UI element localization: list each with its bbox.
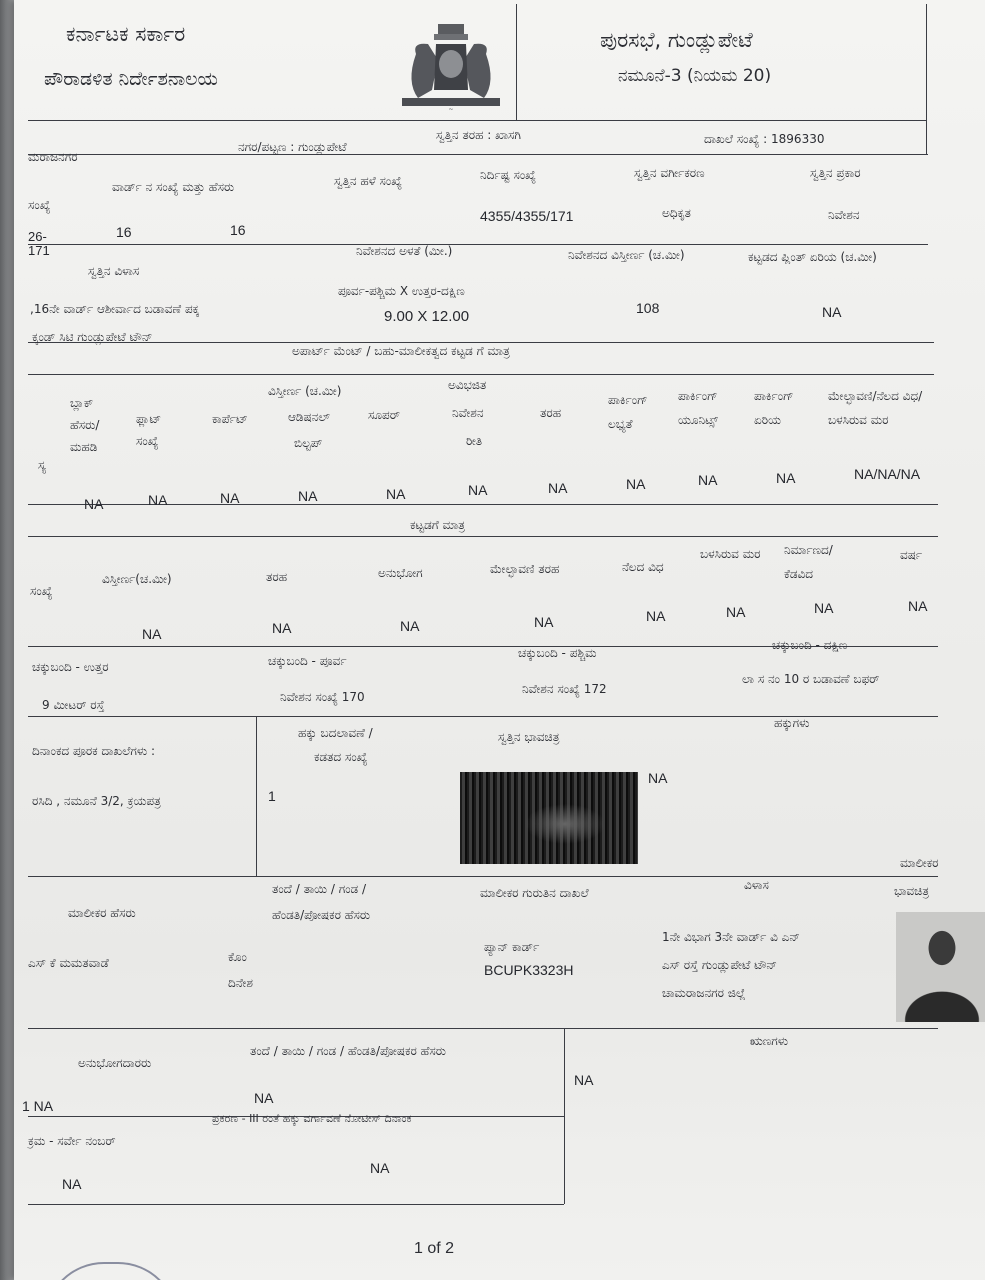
apt-area-header: ವಿಸ್ತೀರ್ಣ (ಚ.ಮೀ) <box>268 384 342 398</box>
boundary-north-value: 9 ಮೀಟರ್ ರಸ್ತೆ <box>42 698 105 712</box>
owner-photo-header-1: ಮಾಲೀಕರ <box>900 856 939 870</box>
rule-line <box>28 154 928 155</box>
site-dimensions-header: ನಿವೇಶನದ ಅಳತೆ (ಮೀ.) <box>356 244 453 258</box>
apt-value-3: NA <box>220 490 240 506</box>
owner-address-header: ವಿಳಾಸ <box>744 878 769 892</box>
owner-photo <box>896 912 985 1022</box>
survey-number-header: ಕ್ರಮ - ಸರ್ವೇ ನಂಬರ್ <box>28 1134 116 1148</box>
bld-value-3: NA <box>400 618 420 634</box>
apt-additional-header: ಆಡಿಷನಲ್ <box>288 410 330 424</box>
supporting-docs-header: ದಿನಾಂಕದ ಪೂರಕ ದಾಖಲೆಗಳು : <box>32 744 156 758</box>
bld-value-8: NA <box>908 598 928 614</box>
apt-super-header: ಸೂಪರ್ <box>368 408 400 422</box>
owner-id-type: ಪ್ಯಾನ್ ಕಾರ್ಡ್ <box>484 940 540 954</box>
rule-line <box>28 244 928 245</box>
apt-undivided-header: ಅವಿಭಜಿತ <box>448 378 487 392</box>
apt-undivided-method-header: ರೀತಿ <box>466 434 483 448</box>
svg-text:~: ~ <box>448 106 454 112</box>
owner-id-header: ಮಾಲೀಕರ ಗುರುತಿನ ದಾಖಲೆ <box>480 886 589 900</box>
apt-value-4: NA <box>298 488 318 504</box>
owner-relation-value-1: ಕೊಂ <box>228 950 247 964</box>
bld-value-6: NA <box>726 604 746 620</box>
apt-value-1: NA <box>84 496 104 512</box>
property-photo <box>460 772 638 864</box>
ward-header: ವಾರ್ಡ್ ನ ಸಂಖ್ಯೆ ಮತ್ತು ಹೆಸರು <box>112 180 235 194</box>
transfer-header-line1: ಹಕ್ಕು ಬದಲಾವಣೆ / <box>298 726 373 740</box>
transfer-header-line2: ಕಡತದ ಸಂಖ್ಯೆ <box>314 750 368 764</box>
apt-parking-area-header: ಪಾರ್ಕಿಂಗ್ ಏರಿಯ <box>754 389 794 427</box>
owner-id-number: BCUPK3323H <box>484 962 574 978</box>
address-line-1: ,16ನೇ ವಾರ್ಡ್ ಆಶೀರ್ವಾದ ಬಡಾವಣೆ ಪಕ್ಕ <box>30 302 200 316</box>
survey-number-value: NA <box>62 1176 82 1192</box>
form-number: ನಮೂನೆ-3 (ನಿಯಮ 20) <box>618 66 772 86</box>
owner-photo-header-2: ಭಾವಚಿತ್ರ <box>894 884 930 898</box>
govt-title: ಕರ್ನಾಟಕ ಸರ್ಕಾರ <box>66 22 186 46</box>
apt-value-5: NA <box>386 486 406 502</box>
apt-value-6: NA <box>468 482 488 498</box>
apt-roof-floor-header: ಮೇಲ್ಛಾವಣಿ/ನೆಲದ ವಿಧ/ಬಳಸಿರುವ ಮರ <box>828 389 923 427</box>
rights-header: ಹಕ್ಕುಗಳು <box>774 716 810 730</box>
bld-area-header: ವಿಸ್ತೀರ್ಣ(ಚ.ಮೀ) <box>102 572 172 586</box>
kind-header: ಸ್ವತ್ತಿನ ಪ್ರಕಾರ <box>810 166 861 180</box>
owner-name-header: ಮಾಲೀಕರ ಹೆಸರು <box>68 906 136 920</box>
apt-value-10: NA <box>776 470 796 486</box>
number-value: 26-171 <box>28 229 50 258</box>
property-form <box>22 4 939 1192</box>
bld-value-5: NA <box>646 608 666 624</box>
owner-relation-value-2: ದಿನೇಶ <box>228 976 253 990</box>
assessment-number-value: 4355/4355/171 <box>480 208 574 224</box>
rule-line <box>516 4 517 120</box>
bld-wood-header: ಬಳಸಿರುವ ಮರ <box>700 547 761 561</box>
boundary-north-header: ಚಕ್ಕುಬಂದಿ - ಉತ್ತರ <box>32 660 109 674</box>
kind-value: ನಿವೇಶನ <box>828 208 860 222</box>
old-number-value: 16 <box>230 222 246 238</box>
owner-relation-header-2: ಹೆಂಡತಿ/ಪೋಷಕರ ಹೆಸರು <box>272 908 371 922</box>
dimension-direction: ಪೂರ್ವ-ಪಶ್ಚಿಮ X ಉತ್ತರ-ದಕ್ಷಿಣ <box>338 284 465 298</box>
apt-value-8: NA <box>626 476 646 492</box>
occupant-relation-value: NA <box>254 1090 274 1106</box>
rule-line <box>28 342 934 343</box>
bld-year-header: ವರ್ಷ <box>900 548 923 562</box>
rule-line <box>28 120 926 121</box>
building-section-title: ಕಟ್ಟಡಗೆ ಮಾತ್ರ <box>410 518 466 532</box>
bld-type-header: ತರಹ <box>266 570 288 584</box>
boundary-west-value: ನಿವೇಶನ ಸಂಖ್ಯೆ 172 <box>522 682 607 696</box>
address-header: ಸ್ವತ್ತಿನ ವಿಳಾಸ <box>88 264 140 278</box>
owner-relation-header-1: ತಂದೆ / ತಾಯಿ / ಗಂಡ / <box>272 882 367 896</box>
ward-value: 16 <box>116 224 132 240</box>
boundary-east-header: ಚಕ್ಕುಬಂದಿ - ಪೂರ್ವ <box>268 654 347 668</box>
assessment-number-header: ನಿರ್ದಿಷ್ಟ ಸಂಖ್ಯೆ <box>480 168 537 182</box>
bld-value-7: NA <box>814 600 834 616</box>
bld-value-1: NA <box>142 626 162 642</box>
apt-undivided-site-header: ನಿವೇಶನ <box>452 406 484 420</box>
rule-line <box>564 1028 565 1204</box>
classification-header: ಸ್ವತ್ತಿನ ವರ್ಗೀಕರಣ <box>634 166 705 180</box>
owner-address-line-1: 1ನೇ ವಿಭಾಗ 3ನೇ ವಾರ್ಡ್ ವಿ ಎನ್ <box>662 930 800 944</box>
apt-builtup-header: ಬಿಲ್ಟಪ್ <box>294 436 323 450</box>
property-photo-header: ಸ್ವತ್ತಿನ ಭಾವಚಿತ್ರ <box>498 730 560 744</box>
bld-value-4: NA <box>534 614 554 630</box>
document-page <box>14 0 985 1280</box>
boundary-south-value: ಲಾ ಸ ನಂ 10 ರ ಬಡಾವಣೆ ಬಫರ್ <box>742 672 880 686</box>
district-label: ಮರಾಜನಗರ <box>28 150 78 164</box>
boundary-east-value: ನಿವೇಶನ ಸಂಖ್ಯೆ 170 <box>280 690 365 704</box>
site-area-value: 108 <box>636 300 660 316</box>
rule-line <box>28 1204 564 1205</box>
number-header: ಸಂಖ್ಯೆ <box>28 198 51 212</box>
apt-parking-availability-header: ಪಾರ್ಕಿಂಗ್ ಲಭ್ಯತೆ <box>608 393 648 431</box>
liabilities-header: ಋಣಗಳು <box>750 1034 789 1048</box>
state-emblem-icon <box>392 20 510 112</box>
supporting-docs-value: ರಸಿದಿ , ನಮೂನೆ 3/2, ಕ್ರಯಪತ್ರ <box>32 794 161 808</box>
boundary-south-header: ಚಕ್ಕುಬಂದಿ - ದಕ್ಷಿಣ <box>772 638 848 652</box>
apt-value-7: NA <box>548 480 568 496</box>
bld-floor-header: ನೆಲದ ವಿಧ <box>622 560 664 574</box>
rule-line <box>28 876 938 877</box>
register-number-label: ದಾಖಲೆ ಸಂಖ್ಯೆ : 1896330 <box>704 132 825 146</box>
apt-side-label: ಸ್ಯ <box>38 458 47 472</box>
owner-address-line-2: ಎಸ್ ರಸ್ತೆ ಗುಂಡ್ಲುಪೇಟೆ ಟೌನ್ <box>662 958 777 972</box>
site-area-header: ನಿವೇಶನದ ವಿಸ್ತೀರ್ಣ (ಚ.ಮೀ) <box>568 248 685 262</box>
rule-line <box>28 374 934 375</box>
apt-value-2: NA <box>148 492 168 508</box>
plinth-area-value: NA <box>822 304 842 320</box>
owner-name-value: ಎಸ್ ಕೆ ಮಮತವಾಡೆ <box>28 956 109 970</box>
site-dimensions-value: 9.00 X 12.00 <box>384 308 470 325</box>
page-number: 1 of 2 <box>414 1240 455 1257</box>
bld-usage-header: ಅನುಭೋಗ <box>378 566 423 580</box>
transfer-notice-value: NA <box>370 1160 390 1176</box>
apt-type-header: ತರಹ <box>540 406 562 420</box>
rule-line <box>256 716 257 876</box>
property-photo-na: NA <box>648 770 668 786</box>
boundary-west-header: ಚಕ್ಕುಬಂದಿ - ಪಶ್ಚಿಮ <box>518 646 597 660</box>
property-type-label: ಸ್ವತ್ತಿನ ತರಹ : ಖಾಸಗಿ <box>436 128 521 142</box>
seal-stamp <box>44 1262 178 1280</box>
apt-value-11: NA/NA/NA <box>854 466 921 482</box>
rule-line <box>28 536 938 537</box>
address-line-2: ಕ್ಕಂಡ್ ಸಿಟಿ ಗುಂಡ್ಲುಪೇಟೆ ಟೌನ್ <box>32 330 153 344</box>
page-edge-shadow <box>0 0 14 1280</box>
occupants-value: 1 NA <box>22 1098 54 1114</box>
municipality-title: ಪುರಸಭೆ, ಗುಂಡ್ಲುಪೇಟೆ <box>600 28 753 52</box>
old-number-header: ಸ್ವತ್ತಿನ ಹಳೆ ಸಂಖ್ಯೆ <box>334 174 403 188</box>
apartment-section-title: ಅಪಾರ್ಟ್ ಮೆಂಟ್ / ಬಹು-ಮಾಲೀಕತ್ವದ ಕಟ್ಟಡ ಗೆ ಮಾತ್ರ <box>292 344 510 358</box>
transfer-value: 1 <box>268 788 276 804</box>
bld-number-header: ಸಂಖ್ಯೆ <box>30 584 53 598</box>
occupant-relation-header: ತಂದೆ / ತಾಯಿ / ಗಂಡ / ಹೆಂಡತಿ/ಪೋಷಕರ ಹೆಸರು <box>250 1044 446 1058</box>
apt-flat-header: ಫ್ಲಾಟ್ ಸಂಖ್ಯೆ <box>136 412 162 448</box>
bld-built-header: ನಿರ್ಮಾಣದ/ ಕೆಡವಿದ <box>784 543 833 581</box>
transfer-notice-header: ಪ್ರಕರಣ - III ರಂತೆ ಹಕ್ಕು ವರ್ಗಾವಣೆ ನೋಟೀಸ್ ದಿನಾಂಕ <box>212 1112 412 1125</box>
bld-roof-header: ಮೇಲ್ಛಾವಣಿ ತರಹ <box>490 562 560 576</box>
apt-value-9: NA <box>698 472 718 488</box>
bld-value-2: NA <box>272 620 292 636</box>
rule-line <box>926 4 927 154</box>
directorate-title: ಪೌರಾಡಳಿತ ನಿರ್ದೇಶನಾಲಯ <box>44 68 218 90</box>
rule-line <box>28 1028 938 1029</box>
town-label: ನಗರ/ಪಟ್ಟಣ : ಗುಂಡ್ಲುಪೇಟೆ <box>238 140 347 154</box>
liabilities-value: NA <box>574 1072 594 1088</box>
classification-value: ಅಧಿಕೃತ <box>662 206 691 220</box>
occupants-header: ಅನುಭೋಗದಾರರು <box>78 1056 152 1070</box>
plinth-area-header: ಕಟ್ಟಡದ ಪ್ಲಿಂತ್ ಏರಿಯ (ಚ.ಮೀ) <box>748 250 877 264</box>
apt-block-header: ಬ್ಲಾಕ್ ಹೆಸರು/ ಮಹಡಿ <box>70 396 100 454</box>
owner-address-line-3: ಚಾಮರಾಜನಗರ ಜಿಲ್ಲೆ <box>662 986 746 1000</box>
apt-carpet-header: ಕಾರ್ಪೆಟ್ <box>212 412 248 426</box>
apt-parking-units-header: ಪಾರ್ಕಿಂಗ್ ಯೂನಿಟ್ಸ್ <box>678 389 719 427</box>
